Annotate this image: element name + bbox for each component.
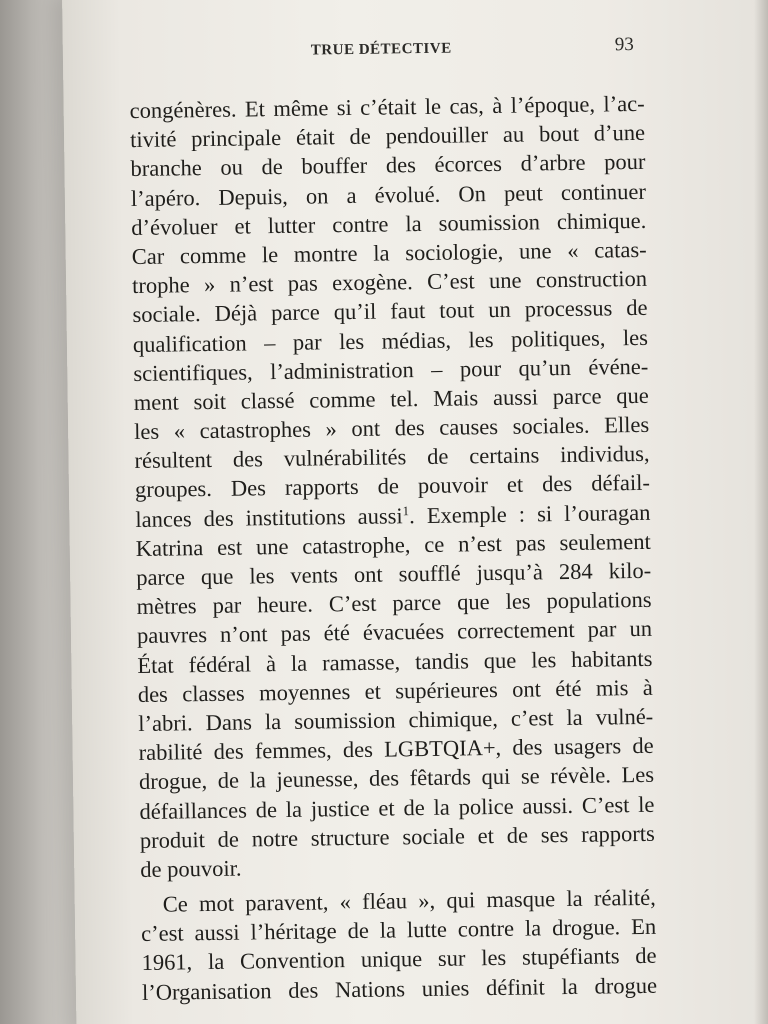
- text-line: drogue, de la jeunesse, des fêtards qui se révèle. Les: [138, 762, 655, 795]
- text-line: d’évoluer et lutter contre la soumission chimique.: [131, 207, 647, 240]
- text-line: qualification – par les médias, les politiques, les: [132, 324, 649, 357]
- footnote-ref: 1: [402, 502, 410, 518]
- text-line: tivité principale était de pendouiller au bout d’une: [129, 120, 646, 153]
- text-line: défaillances de la justice et de la police aussi. C’est le: [139, 791, 655, 824]
- text-line: parce que les vents ont soufflé jusqu’à 284 kilo-: [136, 557, 652, 591]
- text-line: pauvres n’ont pas été évacuées correctement par un: [136, 616, 653, 649]
- paragraph: [129, 89, 655, 884]
- text-line: scientifiques, l’administration – pour qu’un événe-: [133, 353, 649, 386]
- text-line: ment soit classé comme tel. Mais aussi parce que: [133, 382, 649, 415]
- text-line: l’Organisation des Nations unies définit la drogue: [141, 972, 658, 1005]
- text-line: congénères. Et même si c’était le cas, à l’époque, l’ac-: [129, 90, 645, 124]
- line-head: lances des institutions aussi: [135, 502, 403, 532]
- text-line: groupes. Des rapports de pouvoir et des défail-: [134, 470, 651, 503]
- running-head: TRUE DÉTECTIVE: [310, 40, 452, 59]
- text-line: produit de notre structure sociale et de ses rapports: [139, 820, 656, 853]
- text-line: rabilité des femmes, des LGBTQIA+, des usagers de: [138, 732, 654, 766]
- text-line: mètres par heure. C’est parce que les populations: [136, 587, 652, 620]
- page-edge-shadow: [754, 0, 768, 1024]
- text-line: des classes moyennes et supérieures ont été mis à: [137, 674, 653, 707]
- text-line: Car comme le montre la sociologie, une « catas-: [131, 236, 647, 269]
- text-line: l’apéro. Depuis, on a évolué. On peut continuer: [130, 178, 647, 211]
- paragraph: [141, 883, 658, 1007]
- text-line: de pouvoir.: [140, 855, 242, 882]
- text-line: Ce mot paravent, « fléau », qui masque la réalité,: [162, 884, 656, 917]
- text-line: Katrina est une catastrophe, ce n’est pas seulement: [135, 528, 651, 561]
- line-tail: . Exemple : si l’ouragan: [409, 499, 651, 528]
- book-page: [62, 0, 768, 1024]
- text-line: résultent des vulnérabilités de certains individus,: [134, 441, 650, 474]
- text-line: sociale. Déjà parce qu’il faut tout un processus de: [132, 295, 648, 328]
- text-line: les « catastrophes » ont des causes sociales. Elles: [133, 411, 650, 445]
- page-number: 93: [614, 34, 634, 56]
- body-text: [129, 89, 657, 1007]
- text-line: État fédéral à la ramasse, tandis que les habitants: [137, 645, 653, 678]
- text-line: c’est aussi l’héritage de la lutte contre la drogue. En: [141, 914, 657, 947]
- text-line: branche ou de bouffer des écorces d’arbre pour: [130, 149, 646, 182]
- text-line: l’abri. Dans la soumission chimique, c’est la vulné-: [138, 703, 654, 736]
- text-line: trophe » n’est pas exogène. C’est une construction: [131, 265, 648, 299]
- text-line: 1961, la Convention unique sur les stupéfiants de: [141, 943, 657, 976]
